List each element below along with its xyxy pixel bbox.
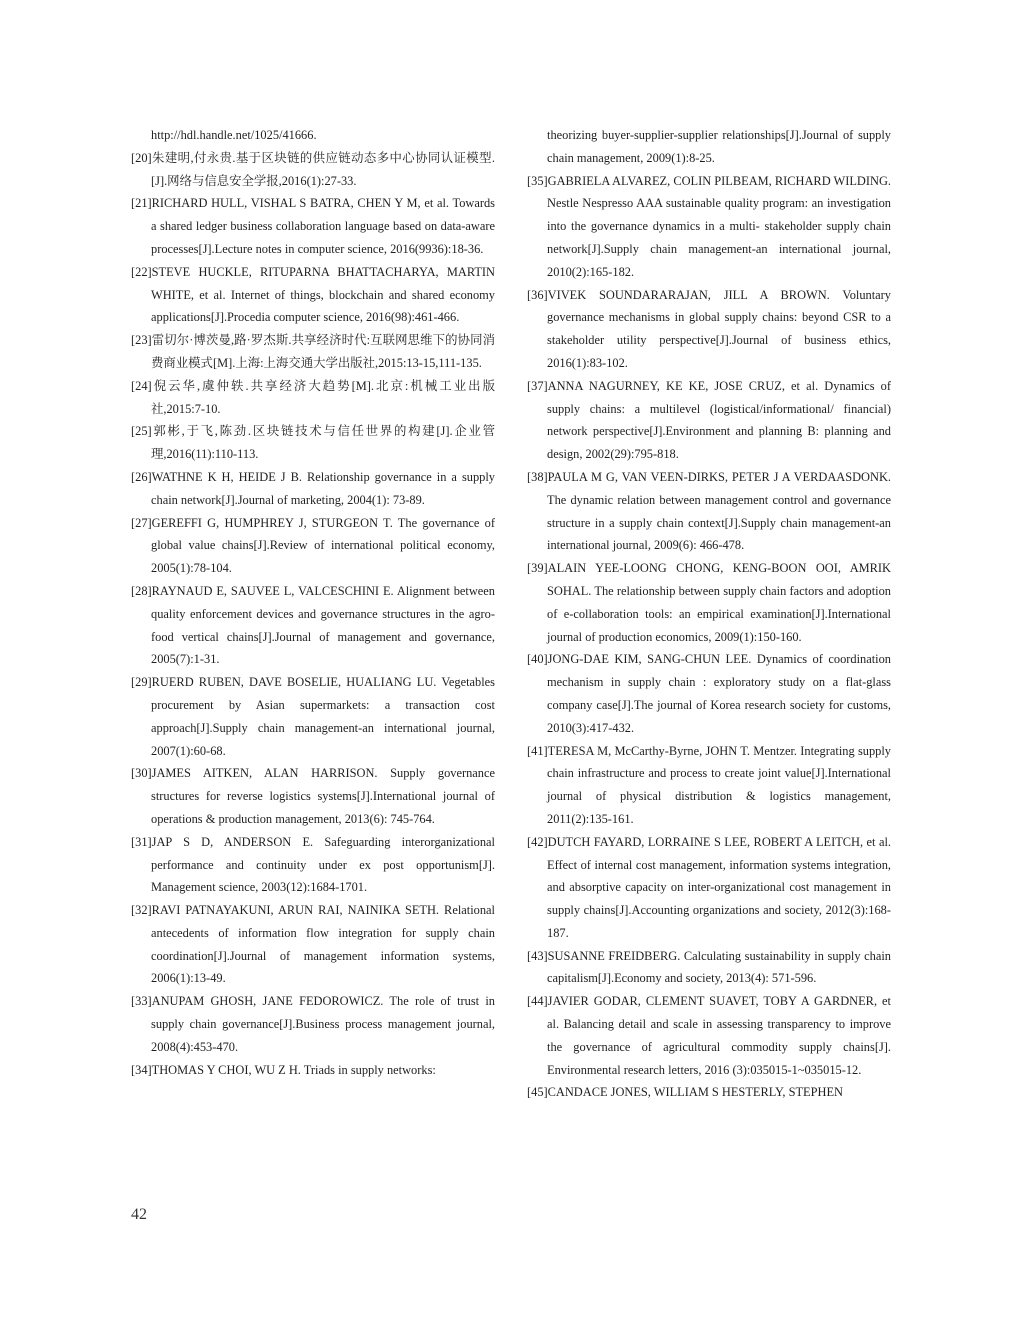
reference-entry: [42]DUTCH FAYARD, LORRAINE S LEE, ROBERT A LEITCH, et al. Effect of internal cost management, information systems integration, and absorptive capacity on inter-organizational cost management in supply chains[J].Accounting organizations and society, 2012(3):168-187. (527, 834, 891, 940)
reference-entry: [43]SUSANNE FREIDBERG. Calculating sustainability in supply chain capitalism[J].Economy and society, 2013(4): 571-596. (527, 948, 891, 986)
reference-entry: [31]JAP S D, ANDERSON E. Safeguarding interorganizational performance and continuity under ex post opportunism[J]. Management science, 2003(12):1684-1701. (131, 834, 495, 895)
reference-entry: [24]倪云华,虞仲轶.共享经济大趋势[M].北京:机械工业出版社,2015:7-10. (131, 378, 495, 416)
reference-entry: [38]PAULA M G, VAN VEEN-DIRKS, PETER J A VERDAASDONK. The dynamic relation between management control and governance structure in a supply chain context[J].Supply chain management-an international journal, 2009(6): 466-478. (527, 469, 891, 553)
reference-entry: [45]CANDACE JONES, WILLIAM S HESTERLY, STEPHEN (527, 1085, 843, 1100)
reference-entry: [33]ANUPAM GHOSH, JANE FEDOROWICZ. The role of trust in supply chain governance[J].Business process management journal, 2008(4):453-470. (131, 994, 495, 1054)
reference-entry: [26]WATHNE K H, HEIDE J B. Relationship governance in a supply chain network[J].Journal of marketing, 2004(1): 73-89. (131, 469, 495, 507)
reference-entry: [20]朱建明,付永贵.基于区块链的供应链动态多中心协同认证模型.[J].网络与信息安全学报,2016(1):27-33. (131, 150, 495, 188)
left-reference-column (131, 124, 495, 1081)
right-reference-column (527, 124, 891, 1104)
reference-entry: [40]JONG-DAE KIM, SANG-CHUN LEE. Dynamics of coordination mechanism in supply chain : exploratory study on a flat-glass company case[J].The journal of Korea research society for customs, 2010(3):417-432. (527, 652, 891, 735)
reference-entry: [30]JAMES AITKEN, ALAN HARRISON. Supply governance structures for reverse logistics systems[J].International journal of operations & production management, 2013(6): 745-764. (131, 766, 495, 826)
reference-entry: [27]GEREFFI G, HUMPHREY J, STURGEON T. The governance of global value chains[J].Review of international political economy, 2005(1):78-104. (131, 515, 495, 576)
reference-entry: http://hdl.handle.net/1025/41666. (151, 128, 317, 142)
page-number: 42 (131, 1206, 147, 1223)
reference-entry: [29]RUERD RUBEN, DAVE BOSELIE, HUALIANG LU. Vegetables procurement by Asian supermarkets: a transaction cost approach[J].Supply chain management-an international journal, 2007(1):60-68. (131, 675, 495, 758)
reference-entry: [44]JAVIER GODAR, CLEMENT SUAVET, TOBY A GARDNER, et al. Balancing detail and scale in assessing transparency to improve the governance of agricultural commodity supply chains[J]. Environmental research letters, 2016 (3):035015-1~035015-12. (527, 994, 891, 1077)
reference-entry: [22]STEVE HUCKLE, RITUPARNA BHATTACHARYA, MARTIN WHITE, et al. Internet of things, blockchain and shared economy applications[J].Procedia computer science, 2016(98):461-466. (131, 264, 495, 325)
reference-entry: [28]RAYNAUD E, SAUVEE L, VALCESCHINI E. Alignment between quality enforcement devices and governance structures in the agro-food vertical chains[J].Journal of management and governance, 2005(7):1-31. (131, 583, 495, 667)
reference-entry: [21]RICHARD HULL, VISHAL S BATRA, CHEN Y M, et al. Towards a shared ledger business collaboration language based on data-aware processes[J].Lecture notes in computer science, 2016(9936):18-36. (131, 196, 495, 256)
reference-entry: theorizing buyer-supplier-supplier relationships[J].Journal of supply chain management, 2009(1):8-25. (547, 128, 891, 165)
reference-entry: [35]GABRIELA ALVAREZ, COLIN PILBEAM, RICHARD WILDING. Nestle Nespresso AAA sustainable quality program: an investigation into the governance dynamics in a multi- stakeholder supply chain network[J].Supply chain management-an international journal, 2010(2):165-182. (527, 173, 891, 279)
reference-entry: [34]THOMAS Y CHOI, WU Z H. Triads in supply networks: (131, 1062, 436, 1077)
reference-entry: [32]RAVI PATNAYAKUNI, ARUN RAI, NAINIKA SETH. Relational antecedents of information flow integration for supply chain coordination[J].Journal of management information systems, 2006(1):13-49. (131, 903, 495, 986)
reference-entry: [41]TERESA M, McCarthy-Byrne, JOHN T. Mentzer. Integrating supply chain infrastructure and process to create joint value[J].International journal of physical distribution & logistics management, 2011(2):135-161. (527, 743, 891, 826)
reference-entry: [25]郭彬,于飞,陈劲.区块链技术与信任世界的构建[J].企业管理,2016(11):110-113. (131, 424, 495, 462)
reference-entry: [36]VIVEK SOUNDARARAJAN, JILL A BROWN. Voluntary governance mechanisms in global supply chains: beyond CSR to a stakeholder utility perspective[J].Journal of business ethics, 2016(1):83-102. (527, 287, 891, 370)
reference-entry: [37]ANNA NAGURNEY, KE KE, JOSE CRUZ, et al. Dynamics of supply chains: a multilevel (logistical/informational/ financial) network perspective[J].Environment and planning B: planning and design, 2002(29):795-818. (527, 378, 891, 462)
reference-entry: [39]ALAIN YEE-LOONG CHONG, KENG-BOON OOI, AMRIK SOHAL. The relationship between supply chain factors and adoption of e-collaboration tools: an empirical examination[J].International journal of production economics, 2009(1):150-160. (527, 561, 891, 644)
reference-entry: [23]雷切尔·博茨曼,路·罗杰斯.共享经济时代:互联网思维下的协同消费商业模式[M].上海:上海交通大学出版社,2015:13-15,111-135. (131, 333, 495, 370)
